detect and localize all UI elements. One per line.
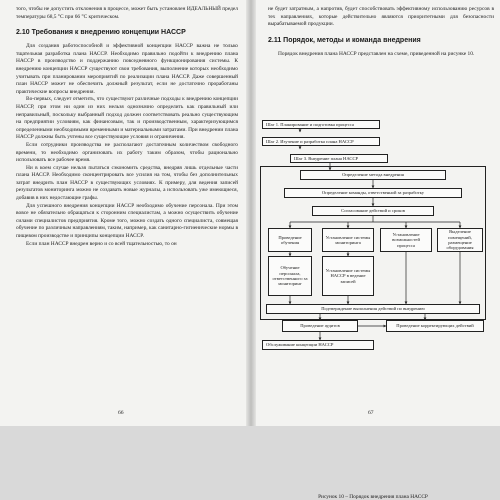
right-page (256, 0, 500, 500)
left-intro-text: того, чтобы не допустить отклонения в процессе, может быть установлен ИДЕАЛЬНЫЙ предел температуры 68,5 °С при 66 °С критическом. (16, 6, 238, 20)
left-paragraph: Если сотрудники производства не располагают достаточным количеством свободного времени, то необходимо организовать их работу таким образом, чтобы рационально использовать все рабочее время. (16, 141, 238, 164)
coordination-box: Согласование действий и сроков (312, 206, 434, 216)
right-intro-text: не будет затратным, а напротив, будет способствовать эффективному использованию ресурсов в тех направлениях, которые действительно являются приоритетными для безопасности вырабатываемой продукции. (268, 6, 494, 28)
corrective-actions-box: Проведение корректирующих действий (386, 320, 484, 332)
left-paragraph: Если план НАССР внедрен верно и со всей тщательностью, то он (26, 240, 177, 247)
audits-box: Проведение аудитов (282, 320, 358, 332)
define-method-box: Определение метода внедрения (300, 170, 446, 180)
figure-caption: Рисунок 10 – Порядок внедрения плана НАССР (318, 494, 428, 500)
premises-equipment-box: Выделение помещений, размещение оборудования (437, 228, 483, 252)
right-intro-paragraph: Порядок внедрения плана НАССР представлен на схеме, приведенной на рисунке 10. (278, 50, 475, 57)
records-system-box: Установление системы НАССР в ведение записей (322, 256, 374, 296)
left-paragraph: Во-первых, следует отметить, что существуют различные подходы к внедрению концепции НАССР, при этом ни один из них нельзя однозначно определить как правильный или неправильный, поскольку выбранный подход должен соответствовать реально существующим на предприятии условиям, как финансовым, так и производственным, характеризующимся определенными необходимыми временными и материальными затратами. При внедрении плана НАССР должны быть учтены все существующие условия и ограничения. (16, 96, 238, 141)
left-paragraph: Для создания работоспособной и эффективной концепции НАССР важна не только тщательная разработка плана НАССР. Необходимо правильно подойти к внедрению плана НАССР в производство и поддержанию повседневного функционирования системы. К внедрению концепции НАССР существуют свои требования, выполнение которых необходимо учитывать при планировании мероприятий по реализации плана НАССР. Даже совершенный план НАССР может не обеспечить должный результат, если не достаточно проработаны практические вопросы внедрения. (16, 43, 238, 95)
monitoring-system-box: Установление системы мониторинга (322, 228, 374, 252)
section-heading-2-10: 2.10 Требования к внедрению концепции НАССР (16, 29, 186, 37)
step-1-box: Шаг 1. Планирование и подготовка процесса (262, 120, 380, 129)
maintenance-box: Обслуживание концепции НАССР (262, 340, 374, 350)
left-paragraph: Для успешного внедрения концепции НАССР необходимо обучение персонала. При этом вовсе не обязательно обращаться к сторонним специалистам, а можно осуществить обучение силами специалистов предприятия. Кроме того, можно создать одного специалиста, совмещая обучение по различным направлениям, таким, например, как санитарно-гигиенические нормы в пищевом производстве и принципы концепции НАССР. (16, 202, 238, 240)
page-number-left: 66 (118, 410, 124, 416)
confirmation-box: Подтверждение выполнения действий по внедрению (266, 304, 480, 314)
training-box: Проведение обучения (268, 228, 312, 252)
book-gutter (246, 0, 256, 426)
staff-training-box: Обучение персонала, ответственного за мониторинг (268, 256, 312, 296)
step-3-box: Шаг 3. Внедрение плана НАССР (290, 154, 388, 163)
step-2-box: Шаг 2. Изучение и разработка плана НАССР (262, 137, 380, 146)
left-page (0, 0, 246, 426)
define-team-box: Определение команды, ответственной за разработку (284, 188, 462, 198)
page-number-right: 67 (368, 410, 374, 416)
section-heading-2-11: 2.11 Порядок, методы и команда внедрения (268, 36, 421, 44)
left-paragraph: Ни в коем случае нельзя пытаться сэкономить средства, внедряя лишь отдельные части плана НАССР. Необходимо сконцентрировать все усилия на том, чтобы без дополнительных затрат внедрить план НАССР в существующих условиях. К примеру, для ведения записей результатов мониторинга можно не создавать новые журналы, а использовать уже имеющиеся, добавив в них недостающие графы. (16, 164, 238, 202)
process-capability-box: Установление возможностей процесса (380, 228, 432, 252)
